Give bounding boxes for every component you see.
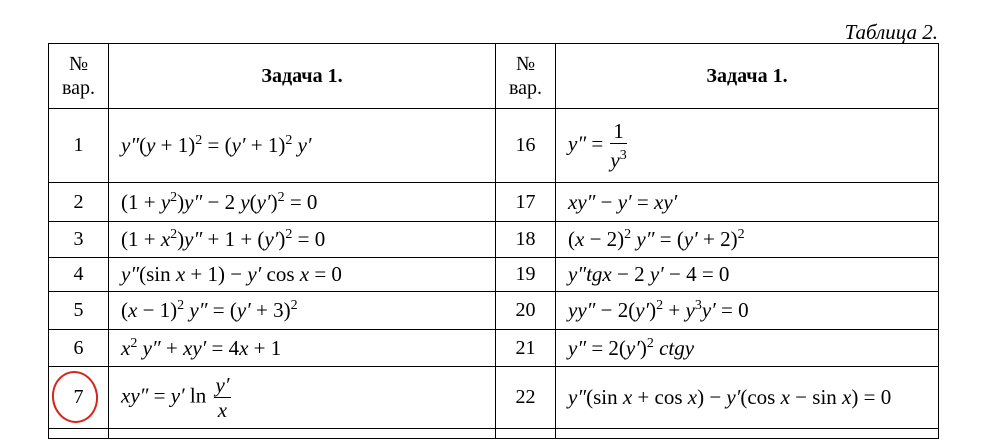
variant-number: 2 (49, 183, 109, 222)
variant-number: 7 (49, 367, 109, 429)
equation: $(x - 1)^2$ $y'' = (y' + 3)^2$ (109, 292, 496, 330)
equation: $(1 + x^2)y'' + 1 + (y')^2 = 0$ (109, 222, 496, 258)
table-row (49, 109, 939, 183)
variant-number: 22 (496, 367, 556, 429)
variants-table (48, 43, 939, 439)
equation: y″tgx − 2 y′ − 4 = 0 (556, 258, 939, 292)
equation: $(1 + y^2)y'' - 2$ $y(y')^2 = 0$ (109, 183, 496, 222)
table-row (49, 183, 939, 222)
equation: y″(sin x + cos x) − y′(cos x − sin x) = 0 (556, 367, 939, 429)
task-header: Задача 1. (109, 44, 496, 109)
variant-number: 6 (49, 330, 109, 367)
equation: y″ = $\frac{1}{y^3}$ (556, 109, 939, 183)
table-row (49, 258, 939, 292)
variant-number: 20 (496, 292, 556, 330)
equation: $x^2$ y″ + xy′ = 4x + 1 (109, 330, 496, 367)
variant-number: 5 (49, 292, 109, 330)
equation: xy″ − y′ = xy′ (556, 183, 939, 222)
variant-number: 16 (496, 109, 556, 183)
task-header-2: Задача 1. (556, 44, 939, 109)
fraction: $\frac{1}{y^3}$ (610, 119, 627, 172)
variant-number: 4 (49, 258, 109, 292)
table-header-row (49, 44, 939, 109)
equation: $y''(y + 1)^2 = (y' + 1)^2$ y′ (109, 109, 496, 183)
variant-number: 3 (49, 222, 109, 258)
variant-number: 19 (496, 258, 556, 292)
table-row (49, 292, 939, 330)
equation: y″(sin x + 1) − y′ cos x = 0 (109, 258, 496, 292)
variant-number-header: № вар. (49, 44, 109, 109)
equation: $y'' = 2(y')^2$ ctgy (556, 330, 939, 367)
fraction: $\frac{y'}{x}$ (215, 373, 230, 422)
table-caption: Таблица 2. (844, 20, 938, 44)
variant-number: 21 (496, 330, 556, 367)
table-row-partial (49, 429, 939, 439)
variant-number: 17 (496, 183, 556, 222)
variant-number-header-2: № вар. (496, 44, 556, 109)
variant-number: 18 (496, 222, 556, 258)
variant-number: 1 (49, 109, 109, 183)
equation: $(x - 2)^2$ $y'' = (y' + 2)^2$ (556, 222, 939, 258)
table-row (49, 367, 939, 429)
equation: $yy'' - 2(y')^2 + y^3y' = 0$ (556, 292, 939, 330)
handwritten-circle-mark (49, 368, 102, 426)
table-row (49, 330, 939, 367)
equation: xy″ = y′ ln $\frac{y'}{x}$ (109, 367, 496, 429)
table-row (49, 222, 939, 258)
